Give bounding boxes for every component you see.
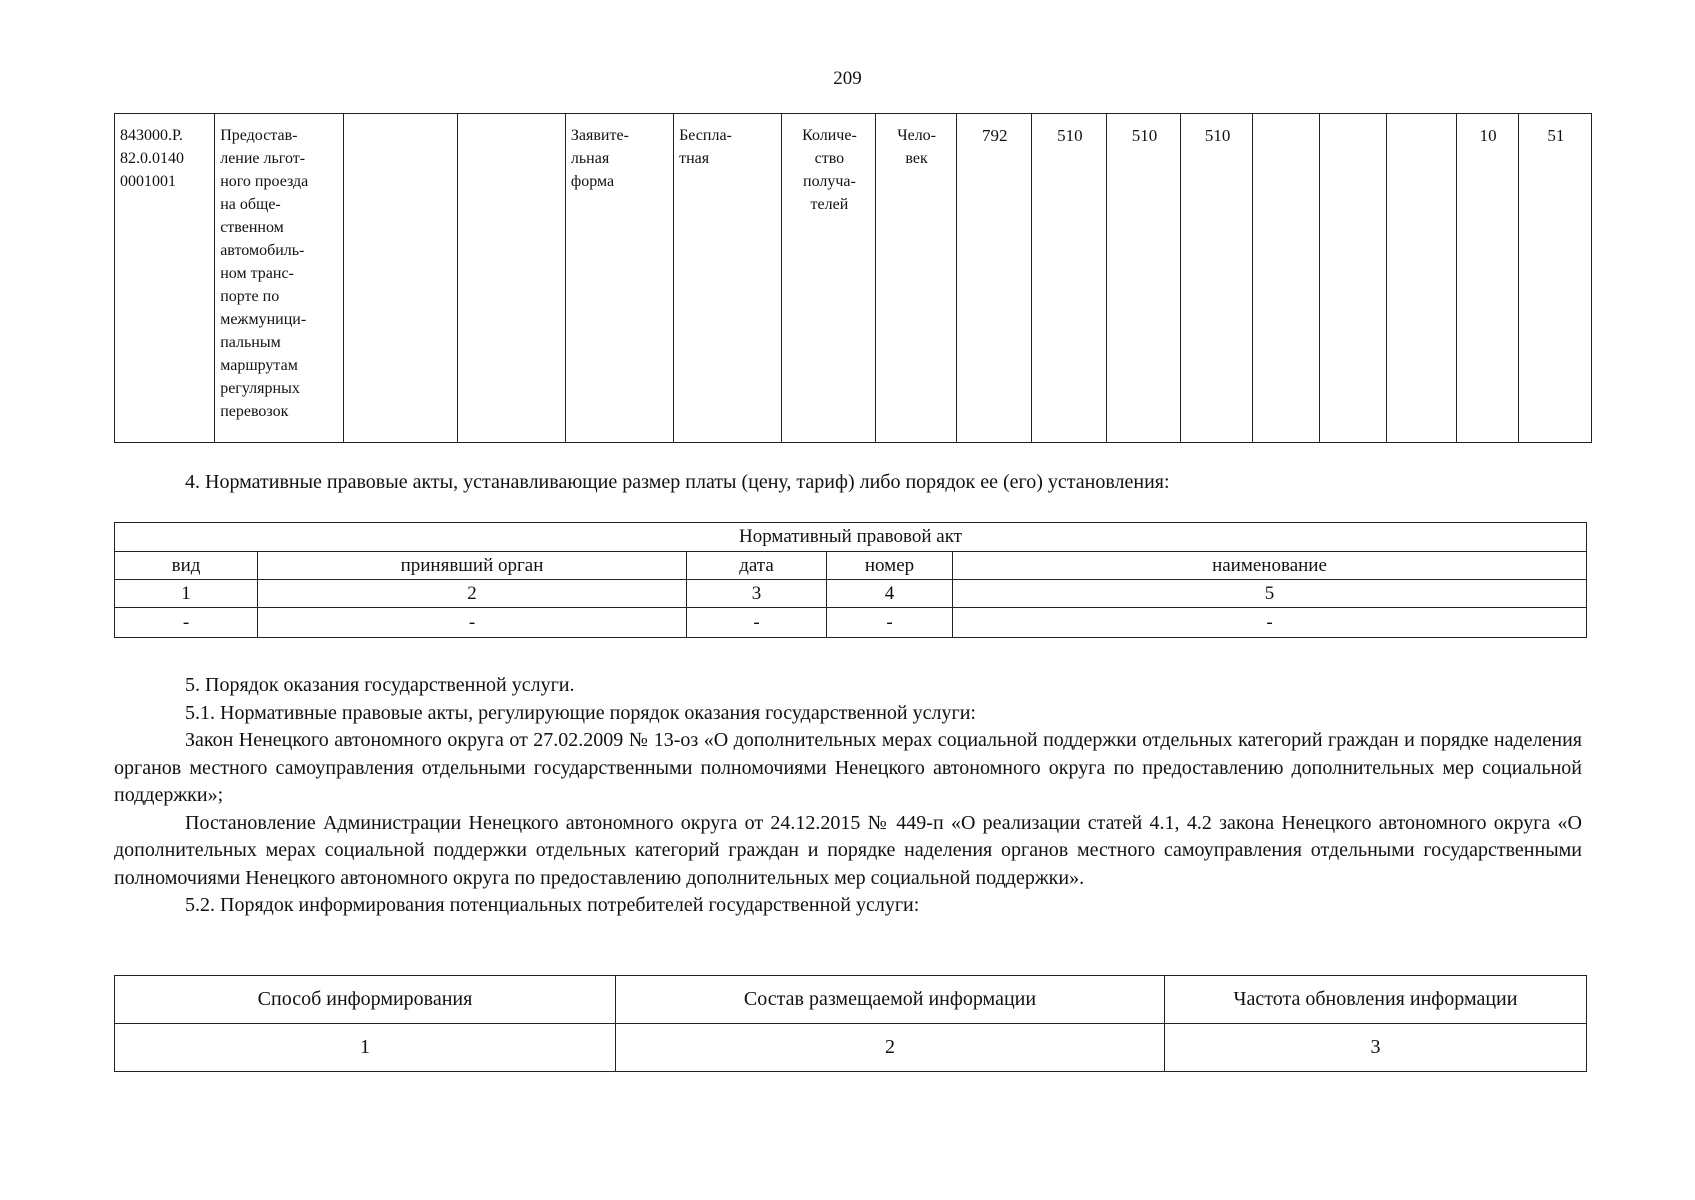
column-header: Состав размещаемой информации [616,976,1165,1024]
table-row [115,608,1587,638]
service-form: Заявите- льная форма [565,114,673,443]
okei-code: 792 [956,114,1031,443]
value-cell [1320,114,1387,443]
service-code: 843000.Р. 82.0.0140 0001001 [115,114,215,443]
section5-2-heading: 5.2. Порядок информирования потенциальных потребителей государственной услуги: [185,894,920,916]
unit-name: Чело- век [875,114,956,443]
section5-heading: 5. Порядок оказания государственной услуги. [185,674,575,696]
value-cell: 510 [1031,114,1106,443]
value-cell [1253,114,1320,443]
indicator-name: Количе- ство получа- телей [782,114,875,443]
column-header: дата [687,552,827,580]
column-header: принявший орган [258,552,687,580]
law-paragraph: Закон Ненецкого автономного округа от 27.02.2009 № 13-оз «О дополнительных мерах социальной поддержки отдельных категорий граждан и порядке наделения органов местного самоуправления отдельными государственными полномочиями Ненецкого автономного округа по предоставлению дополнительных мер социальной поддержки»; [114,729,1582,806]
column-number: 1 [115,1024,616,1072]
table-cell: - [827,608,953,638]
page-number: 209 [833,68,862,89]
acts-table-title: Нормативный правовой акт [115,523,1587,552]
column-number: 3 [687,580,827,608]
value-cell: 10 [1456,114,1518,443]
column-header: Способ информирования [115,976,616,1024]
table-cell [457,114,565,443]
value-cell: 51 [1518,114,1591,443]
decree-paragraph: Постановление Администрации Ненецкого автономного округа от 24.12.2015 № 449-п «О реализации статей 4.1, 4.2 закона Ненецкого автономного округа «О дополнительных мерах социальной поддержки отдельных категорий граждан и порядке наделения органов местного самоуправления отдельными государственными полномочиями Ненецкого автономного округа по предоставлению дополнительных мер социальной поддержки». [114,811,1582,889]
section5-1-heading: 5.1. Нормативные правовые акты, регулирующие порядок оказания государственной услуги: [185,701,976,724]
table-row [115,1024,1587,1072]
table-cell: - [953,608,1587,638]
service-payment: Беспла- тная [674,114,782,443]
value-cell [1387,114,1456,443]
table-cell: - [258,608,687,638]
table-row [115,976,1587,1024]
column-header: наименование [953,552,1587,580]
table-row [115,114,1592,443]
column-number: 5 [953,580,1587,608]
table-row [115,580,1587,608]
service-name: Предостав- ление льгот- ного проезда на обще- ственном автомобиль- ном транс- порте по межмуници- пальным маршрутам регулярных перевозок [215,114,344,443]
table-cell: - [687,608,827,638]
column-number: 4 [827,580,953,608]
column-number: 3 [1165,1024,1587,1072]
section5 [114,672,1582,920]
table-row [115,523,1587,552]
column-header: вид [115,552,258,580]
column-number: 2 [616,1024,1165,1072]
column-number: 2 [258,580,687,608]
section4-heading: 4. Нормативные правовые акты, устанавливающие размер платы (цену, тариф) либо порядок ее (его) установления: [185,471,1170,493]
service-table [114,113,1592,443]
info-table [114,975,1587,1072]
table-cell: - [115,608,258,638]
column-number: 1 [115,580,258,608]
acts-table [114,522,1587,638]
table-cell [344,114,457,443]
value-cell: 510 [1106,114,1180,443]
column-header: номер [827,552,953,580]
value-cell: 510 [1181,114,1253,443]
table-row [115,552,1587,580]
column-header: Частота обновления информации [1165,976,1587,1024]
